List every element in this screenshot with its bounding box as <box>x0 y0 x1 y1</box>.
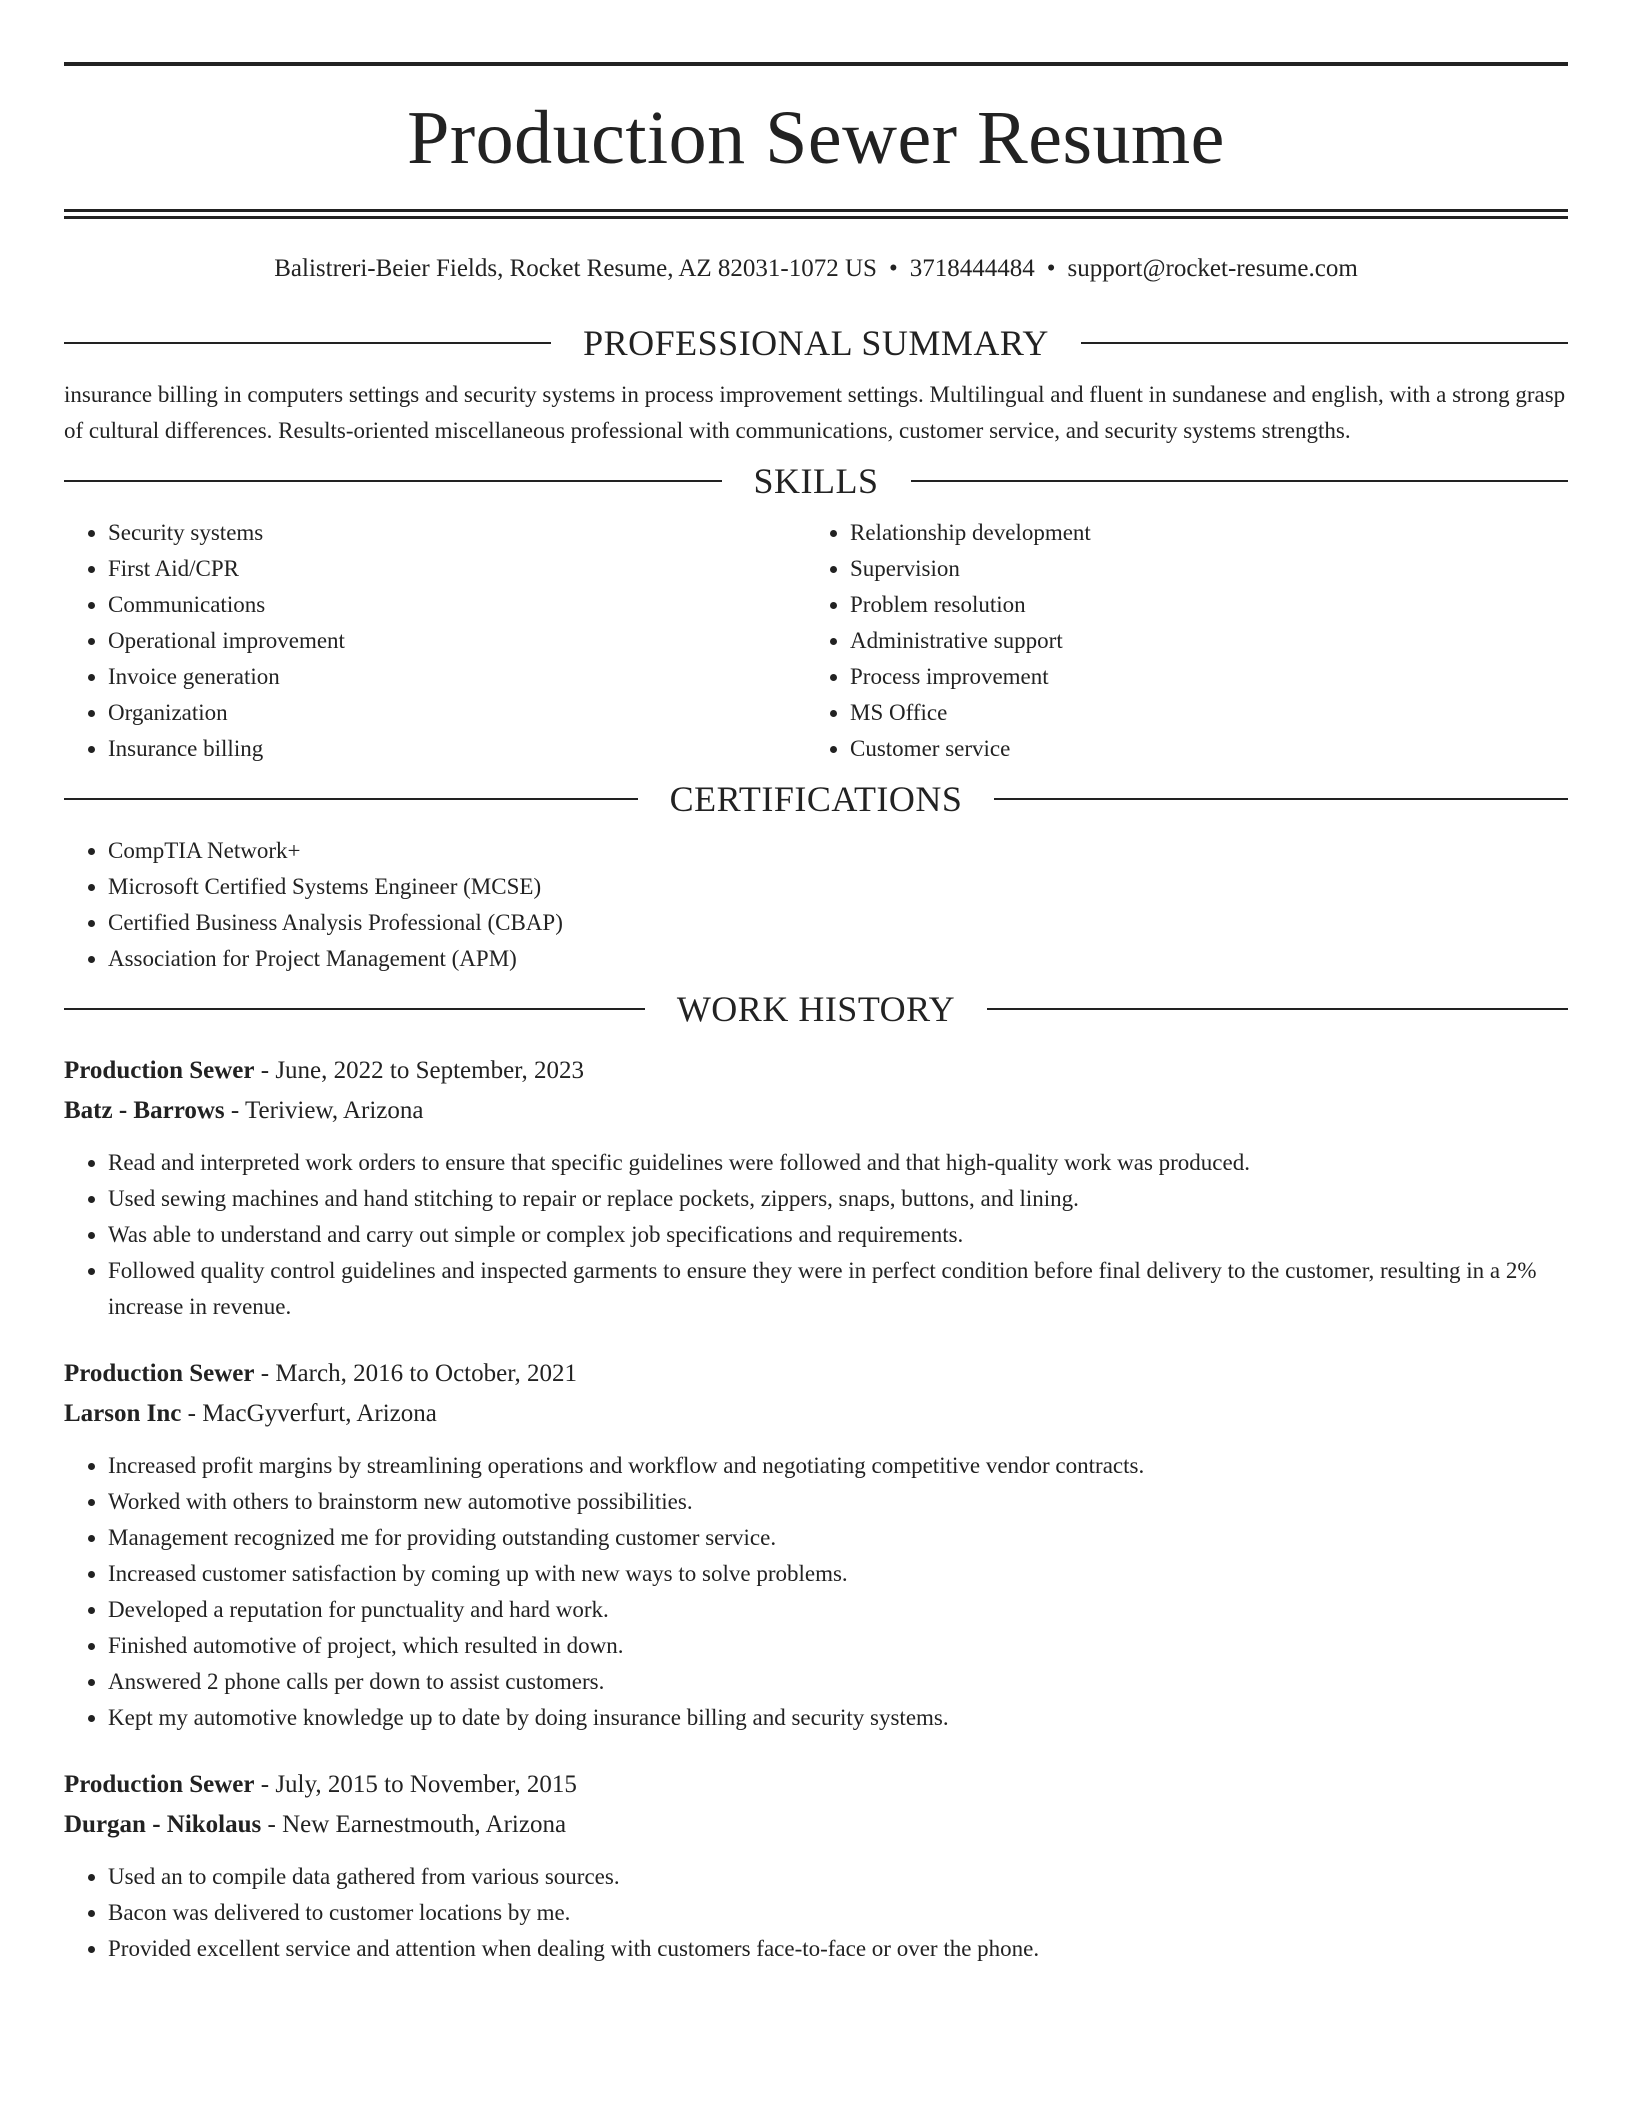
job-dates: - July, 2015 to November, 2015 <box>254 1771 577 1798</box>
list-item: • CompTIA Network+ <box>108 833 1568 869</box>
list-item: • Provided excellent service and attention when dealing with customers face-to-face or over the phone. <box>108 1931 1568 1967</box>
list-item: • Increased profit margins by streamlining operations and workflow and negotiating competitive vendor contracts. <box>108 1448 1568 1484</box>
list-item: • Developed a reputation for punctuality and hard work. <box>108 1592 1568 1628</box>
list-item: • Kept my automotive knowledge up to date by doing insurance billing and security systems. <box>108 1700 1568 1736</box>
contact-separator: • <box>888 255 898 282</box>
list-item: • Operational improvement <box>108 623 806 659</box>
skills-column-left <box>64 515 806 767</box>
section-title: PROFESSIONAL SUMMARY <box>583 323 1049 363</box>
skills-list-left <box>64 515 806 767</box>
heading-rule <box>64 480 722 482</box>
summary-text: insurance billing in computers settings and security systems in process improvement settings. Multilingual and fluent in sundanese and english, with a strong grasp of cultural differences. Results-oriented miscellaneous professional with communications, customer service, and security systems strengths. <box>64 382 1566 443</box>
job-entry <box>64 1354 1568 1736</box>
skills-column-right <box>806 515 1548 767</box>
list-item: • Followed quality control guidelines and inspected garments to ensure they were in perfect condition before final delivery to the customer, resulting in a 2% increase in revenue. <box>108 1253 1568 1325</box>
list-item: • Used sewing machines and hand stitching to repair or replace pockets, zippers, snaps, buttons, and lining. <box>108 1181 1568 1217</box>
job-duties-list <box>64 1448 1568 1736</box>
list-item: • Used an to compile data gathered from various sources. <box>108 1859 1568 1895</box>
skills-grid <box>64 515 1568 767</box>
job-dates: - June, 2022 to September, 2023 <box>254 1057 585 1084</box>
section-title: SKILLS <box>753 461 879 501</box>
job-title-line <box>64 1051 1568 1091</box>
section-heading-skills <box>64 461 1568 501</box>
list-item: • Increased customer satisfaction by coming up with new ways to solve problems. <box>108 1556 1568 1592</box>
job-title: Production Sewer <box>64 1057 255 1084</box>
job-title: Production Sewer <box>64 1771 255 1798</box>
heading-rule <box>911 480 1569 482</box>
list-item: • Worked with others to brainstorm new automotive possibilities. <box>108 1484 1568 1520</box>
list-item: • Was able to understand and carry out simple or complex job specifications and requirements. <box>108 1217 1568 1253</box>
heading-rule <box>64 342 551 344</box>
heading-rule <box>1081 342 1568 344</box>
list-item: • Management recognized me for providing outstanding customer service. <box>108 1520 1568 1556</box>
list-item: • Security systems <box>108 515 806 551</box>
list-item: • Customer service <box>850 731 1548 767</box>
section-title: WORK HISTORY <box>676 989 956 1029</box>
list-item: • Process improvement <box>850 659 1548 695</box>
list-item: • Read and interpreted work orders to ensure that specific guidelines were followed and that high-quality work was produced. <box>108 1145 1568 1181</box>
list-item: • Certified Business Analysis Professional (CBAP) <box>108 905 1568 941</box>
job-duties-list <box>64 1145 1568 1325</box>
job-duties-list <box>64 1859 1568 1967</box>
certifications-list <box>64 833 1568 977</box>
job-location: - New Earnestmouth, Arizona <box>261 1811 567 1838</box>
list-item: • Relationship development <box>850 515 1548 551</box>
title-double-rule <box>64 209 1568 219</box>
contact-address: Balistreri-Beier Fields, Rocket Resume, AZ 82031-1072 US <box>274 255 877 282</box>
list-item: • Association for Project Management (APM) <box>108 941 1568 977</box>
section-heading-certifications <box>64 779 1568 819</box>
job-dates: - March, 2016 to October, 2021 <box>254 1360 578 1387</box>
section-heading-summary <box>64 323 1568 363</box>
list-item: • Communications <box>108 587 806 623</box>
list-item: • Answered 2 phone calls per down to assist customers. <box>108 1664 1568 1700</box>
top-rule <box>64 62 1568 66</box>
job-company: Durgan - Nikolaus <box>64 1811 262 1838</box>
contact-phone: 3718444484 <box>909 255 1035 282</box>
contact-separator: • <box>1046 255 1056 282</box>
job-location: - Teriview, Arizona <box>224 1097 424 1124</box>
work-history-list <box>64 1051 1568 1967</box>
job-entry <box>64 1051 1568 1325</box>
job-company: Larson Inc <box>64 1400 182 1427</box>
job-title-line <box>64 1765 1568 1805</box>
section-title: CERTIFICATIONS <box>669 779 963 819</box>
job-title: Production Sewer <box>64 1360 255 1387</box>
skills-list-right <box>806 515 1548 767</box>
job-title-line <box>64 1354 1568 1394</box>
list-item: • Finished automotive of project, which resulted in down. <box>108 1628 1568 1664</box>
heading-rule <box>987 1008 1568 1010</box>
heading-rule <box>64 1008 645 1010</box>
resume-page <box>64 62 1568 1967</box>
job-entry <box>64 1765 1568 1967</box>
contact-email: support@rocket-resume.com <box>1067 255 1358 282</box>
job-company-line <box>64 1394 1568 1434</box>
resume-title: Production Sewer Resume <box>407 96 1225 180</box>
list-item: • Organization <box>108 695 806 731</box>
section-heading-work <box>64 989 1568 1029</box>
list-item: • Invoice generation <box>108 659 806 695</box>
list-item: • Administrative support <box>850 623 1548 659</box>
list-item: • Bacon was delivered to customer locations by me. <box>108 1895 1568 1931</box>
list-item: • Problem resolution <box>850 587 1548 623</box>
list-item: • Microsoft Certified Systems Engineer (MCSE) <box>108 869 1568 905</box>
list-item: • Insurance billing <box>108 731 806 767</box>
heading-rule <box>64 798 638 800</box>
job-location: - MacGyverfurt, Arizona <box>181 1400 437 1427</box>
job-company-line <box>64 1805 1568 1845</box>
list-item: • First Aid/CPR <box>108 551 806 587</box>
list-item: • Supervision <box>850 551 1548 587</box>
contact-line <box>64 254 1568 284</box>
list-item: • MS Office <box>850 695 1548 731</box>
job-company-line <box>64 1091 1568 1131</box>
job-company: Batz - Barrows <box>64 1097 225 1124</box>
heading-rule <box>994 798 1568 800</box>
